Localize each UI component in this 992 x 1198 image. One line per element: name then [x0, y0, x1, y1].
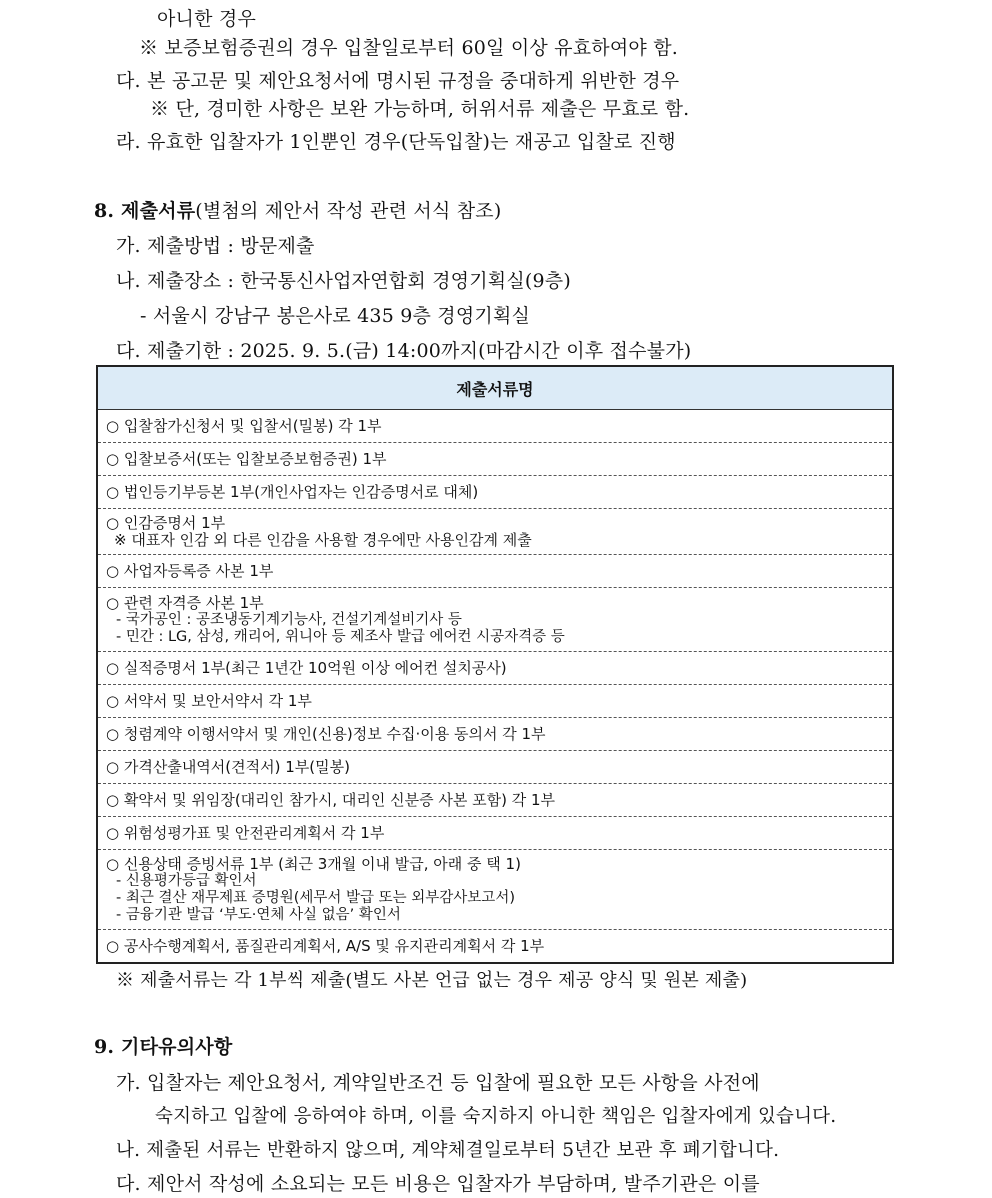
- submission-deadline: 다. 제출기한 : 2025. 9. 5.(금) 14:00까지(마감시간 이후 접수불가): [116, 340, 692, 362]
- table-row: [97, 685, 893, 718]
- notice-ga-cont: 숙지하고 입찰에 응하여야 하며, 이를 숙지하지 아니한 책임은 입찰자에게 있습니다.: [155, 1106, 837, 1127]
- row-sub: - 신용평가등급 확인서: [116, 873, 257, 889]
- table-row: [97, 930, 893, 964]
- row-main: ○ 관련 자격증 사본 1부: [106, 593, 264, 612]
- section-8-heading: [94, 196, 501, 223]
- item-da: 다. 본 공고문 및 제안요청서에 명시된 규정을 중대하게 위반한 경우: [116, 70, 680, 92]
- table-row: [97, 588, 893, 652]
- row-main: ○ 법인등기부등본 1부(개인사업자는 인감증명서로 대체): [106, 483, 479, 501]
- row-note: ※ 대표자 인감 외 다른 인감을 사용할 경우에만 사용인감계 제출: [114, 531, 532, 549]
- table-row: [97, 555, 893, 588]
- table-row: [97, 509, 893, 555]
- table-row: [97, 817, 893, 850]
- row-main: ○ 공사수행계획서, 품질관리계획서, A/S 및 유지관리계획서 각 1부: [106, 937, 545, 955]
- table-footnote: ※ 제출서류는 각 1부씩 제출(별도 사본 언급 없는 경우 제공 양식 및 원본 제출): [116, 970, 748, 991]
- section-8-subtitle: (별첨의 제안서 작성 관련 서식 참조): [195, 200, 502, 222]
- table-row: [97, 652, 893, 685]
- row-sub: - 금융기관 발급 ‘부도·연체 사실 없음’ 확인서: [116, 907, 401, 923]
- row-main: ○ 청렴계약 이행서약서 및 개인(신용)정보 수집·이용 동의서 각 1부: [106, 725, 546, 743]
- row-main: ○ 입찰보증서(또는 입찰보증보험증권) 1부: [106, 450, 387, 468]
- documents-table: [96, 365, 894, 964]
- row-main: ○ 인감증명서 1부: [106, 514, 226, 532]
- row-main: ○ 가격산출내역서(견적서) 1부(밀봉): [106, 758, 350, 776]
- submission-place: 나. 제출장소 : 한국통신사업자연합회 경영기획실(9층): [116, 270, 571, 292]
- row-sub: - 최근 결산 재무제표 증명원(세무서 발급 또는 외부감사보고서): [116, 890, 515, 906]
- table-row: [97, 718, 893, 751]
- row-sub: - 민간 : LG, 삼성, 캐리어, 위니아 등 제조사 발급 에어컨 시공자격증 등: [116, 628, 565, 645]
- row-sub: - 국가공인 : 공조냉동기계기능사, 건설기계설비기사 등: [116, 611, 462, 628]
- section-8-title: 8. 제출서류: [94, 200, 196, 222]
- note-minor: ※ 단, 경미한 사항은 보완 가능하며, 허위서류 제출은 무효로 함.: [150, 98, 690, 120]
- note-guarantee: ※ 보증보험증권의 경우 입찰일로부터 60일 이상 유효하여야 함.: [139, 37, 678, 59]
- table-row: [97, 850, 893, 930]
- row-main: ○ 실적증명서 1부(최근 1년간 10억원 이상 에어컨 설치공사): [106, 659, 507, 677]
- section-9-heading: 9. 기타유의사항: [94, 1036, 233, 1058]
- table-row: [97, 410, 893, 443]
- continued-text: 아니한 경우: [157, 8, 257, 30]
- table-row: [97, 443, 893, 476]
- item-ra: 라. 유효한 입찰자가 1인뿐인 경우(단독입찰)는 재공고 입찰로 진행: [116, 131, 676, 153]
- table-row: [97, 784, 893, 817]
- table-row: [97, 751, 893, 784]
- notice-ga: 가. 입찰자는 제안요청서, 계약일반조건 등 입찰에 필요한 모든 사항을 사전에: [116, 1072, 760, 1094]
- submission-method: 가. 제출방법 : 방문제출: [116, 235, 315, 257]
- row-main: ○ 신용상태 증빙서류 1부 (최근 3개월 이내 발급, 아래 중 택 1): [106, 855, 521, 873]
- row-main: ○ 위험성평가표 및 안전관리계획서 각 1부: [106, 824, 385, 842]
- row-main: ○ 확약서 및 위임장(대리인 참가시, 대리인 신분증 사본 포함) 각 1부: [106, 791, 556, 809]
- notice-na: 나. 제출된 서류는 반환하지 않으며, 계약체결일로부터 5년간 보관 후 폐기합니다.: [116, 1140, 780, 1161]
- row-main: ○ 입찰참가신청서 및 입찰서(밀봉) 각 1부: [106, 417, 382, 435]
- row-main: ○ 사업자등록증 사본 1부: [106, 562, 274, 580]
- row-main: ○ 서약서 및 보안서약서 각 1부: [106, 692, 312, 710]
- table-row: [97, 476, 893, 509]
- notice-da: 다. 제안서 작성에 소요되는 모든 비용은 입찰자가 부담하며, 발주기관은 이를: [116, 1173, 760, 1195]
- table-header: 제출서류명: [97, 366, 893, 410]
- submission-address: - 서울시 강남구 봉은사로 435 9층 경영기획실: [140, 305, 531, 327]
